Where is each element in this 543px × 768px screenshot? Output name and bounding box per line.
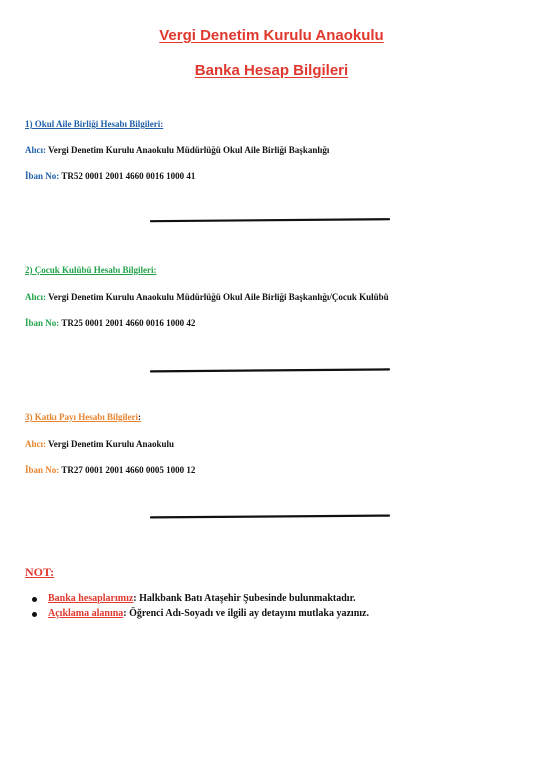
iban-label: İban No: (25, 318, 60, 328)
iban-value: TR25 0001 2001 4660 0016 1000 42 (61, 318, 196, 328)
note-text: Öğrenci Adı-Soyadı ve ilgili ay detayını mutlaka yazınız. (129, 608, 369, 619)
note-separator: : (123, 608, 130, 619)
section-2-iban (25, 318, 195, 328)
note-label: Açıklama alanına (48, 608, 124, 619)
recipient-label: Alıcı: (25, 439, 46, 449)
section-1-iban (25, 171, 195, 181)
note-text: Halkbank Batı Ataşehir Şubesinde bulunmaktadır. (139, 593, 356, 604)
divider-stroke (150, 218, 390, 223)
section-2-heading: 2) Çocuk Kulübü Hesabı Bilgileri: (25, 265, 157, 275)
note-separator: : (133, 593, 140, 604)
divider-stroke (150, 368, 390, 373)
divider-stroke (150, 514, 390, 519)
section-1-recipient (25, 145, 329, 155)
page-title: Vergi Denetim Kurulu Anaokulu (159, 27, 384, 44)
note-item (30, 608, 369, 619)
section-3-recipient (25, 439, 174, 449)
page-subtitle: Banka Hesap Bilgileri (194, 62, 349, 79)
note-item (30, 593, 369, 604)
section-1-heading: 1) Okul Aile Birliği Hesabı Bilgileri: (25, 119, 164, 129)
section-3-iban (25, 465, 195, 475)
bullet-icon (32, 597, 37, 602)
iban-value: TR52 0001 2001 4660 0016 1000 41 (61, 171, 196, 181)
iban-value: TR27 0001 2001 4660 0005 1000 12 (61, 465, 196, 475)
section-3-heading (25, 412, 141, 422)
bullet-icon (32, 612, 37, 617)
notes-heading: NOT: (25, 565, 55, 579)
recipient-label: Alıcı: (25, 145, 46, 155)
recipient-label: Alıcı: (25, 292, 46, 302)
recipient-value: Vergi Denetim Kurulu Anaokulu (48, 439, 175, 449)
section-3-heading-text: 3) Katkı Payı Hesabı Bilgileri (25, 412, 138, 422)
recipient-value: Vergi Denetim Kurulu Anaokulu Müdürlüğü Okul Aile Birliği Başkanlığı (48, 145, 330, 155)
recipient-value: Vergi Denetim Kurulu Anaokulu Müdürlüğü Okul Aile Birliği Başkanlığı/Çocuk Kulübü (48, 292, 389, 302)
note-label: Banka hesaplarımız (48, 593, 134, 604)
iban-label: İban No: (25, 465, 60, 475)
heading-colon: : (138, 412, 141, 422)
section-2-recipient (25, 292, 389, 302)
notes-list (30, 593, 369, 623)
iban-label: İban No: (25, 171, 60, 181)
